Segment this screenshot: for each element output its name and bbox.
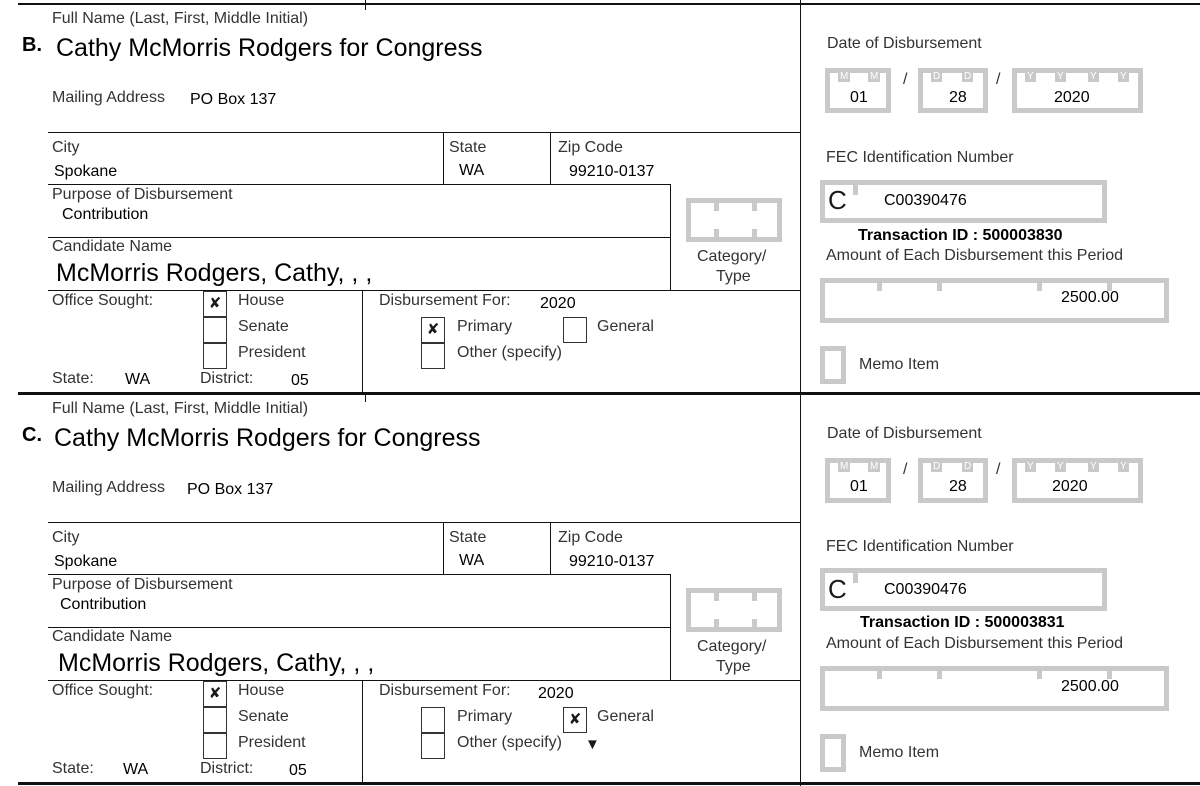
entry-letter: B.	[22, 34, 42, 56]
primary-label: Primary	[457, 708, 513, 725]
office-senate-checkbox[interactable]	[203, 707, 227, 733]
mailing-address-value: PO Box 137	[190, 91, 277, 108]
district-value: 05	[291, 372, 309, 389]
category-type-box	[686, 198, 782, 242]
category-type-label-1: Category/	[697, 638, 767, 655]
memo-item-label: Memo Item	[859, 744, 940, 761]
state-label: State	[449, 139, 487, 156]
date-dd-value: 28	[949, 89, 967, 106]
office-senate-label: Senate	[238, 318, 289, 335]
dropdown-triangle-icon: ▼	[585, 736, 600, 753]
date-yyyy-value: 2020	[1054, 89, 1090, 106]
fec-id-prefix: C	[828, 574, 847, 604]
memo-item-checkbox[interactable]	[820, 346, 846, 384]
amount-value: 2500.00	[1061, 289, 1119, 306]
fec-id-value: C00390476	[884, 192, 967, 209]
memo-item-checkbox[interactable]	[820, 734, 846, 772]
office-president-checkbox[interactable]	[203, 343, 227, 369]
office-president-checkbox[interactable]	[203, 733, 227, 759]
fec-id-label: FEC Identification Number	[826, 538, 1014, 555]
city-value: Spokane	[54, 553, 118, 570]
other-specify-label: Other (specify)	[457, 344, 562, 361]
candidate-name-value: McMorris Rodgers, Cathy, , ,	[56, 259, 373, 287]
district-label: District:	[200, 760, 254, 777]
date-mm-value: 01	[850, 89, 868, 106]
zip-value: 99210-0137	[569, 553, 655, 570]
primary-checkbox[interactable]	[421, 707, 445, 733]
general-checkbox[interactable]: ✘	[563, 707, 587, 733]
state-value: WA	[459, 552, 485, 569]
city-label: City	[52, 529, 80, 546]
amount-value: 2500.00	[1061, 678, 1119, 695]
candidate-name-label: Candidate Name	[52, 238, 173, 255]
office-senate-label: Senate	[238, 708, 289, 725]
general-label: General	[597, 708, 654, 725]
general-checkbox[interactable]	[563, 317, 587, 343]
transaction-id: Transaction ID : 500003830	[858, 227, 1063, 244]
category-type-label-1: Category/	[697, 248, 767, 265]
payee-full-name: Cathy McMorris Rodgers for Congress	[54, 424, 481, 452]
full-name-label: Full Name (Last, First, Middle Initial)	[52, 10, 309, 27]
category-type-label-2: Type	[716, 658, 751, 675]
candidate-name-label: Candidate Name	[52, 628, 173, 645]
state-short-label: State:	[52, 370, 94, 387]
office-president-label: President	[238, 344, 306, 361]
office-sought-label: Office Sought:	[52, 292, 154, 309]
mailing-address-value: PO Box 137	[187, 481, 274, 498]
transaction-id: Transaction ID : 500003831	[860, 614, 1065, 631]
category-type-box	[686, 588, 782, 632]
mailing-address-label: Mailing Address	[52, 89, 165, 106]
zip-value: 99210-0137	[569, 163, 655, 180]
entry-letter: C.	[22, 424, 42, 446]
amount-label: Amount of Each Disbursement this Period	[826, 635, 1124, 652]
state-value: WA	[459, 162, 485, 179]
purpose-value: Contribution	[60, 596, 147, 613]
memo-item-label: Memo Item	[859, 356, 940, 373]
fec-id-prefix: C	[828, 185, 847, 215]
entry-b: Full Name (Last, First, Middle Initial) B. Cathy McMorris Rodgers for Congress Mailing Address PO Box 137 City Spokane State WA Zip Code 99210-0137 Purpose of Disbursement Contribution Candidate Name McMorris Rodgers, Cathy, , , Category/ Type Office Sought: ✘ House Senate President State: WA District: 05 Disbursement For: 2020 ✘ Primary General Other (specify) Date of Disbursement M M 01 / D D 28 / Y Y Y Y 2020 FEC Identification Number C C00390476 Transaction ID : 500003830 Amount of Each Disbursement this Period 2500.00 Memo Item	[0, 0, 1200, 392]
purpose-label: Purpose of Disbursement	[52, 576, 233, 593]
date-yyyy-value: 2020	[1052, 478, 1088, 495]
other-checkbox[interactable]	[421, 733, 445, 759]
city-value: Spokane	[54, 163, 118, 180]
zip-label: Zip Code	[558, 529, 623, 546]
purpose-value: Contribution	[62, 206, 149, 223]
office-president-label: President	[238, 734, 306, 751]
candidate-state-value: WA	[123, 761, 149, 778]
state-label: State	[449, 529, 487, 546]
district-label: District:	[200, 370, 254, 387]
fec-id-value: C00390476	[884, 581, 967, 598]
office-house-checkbox[interactable]: ✘	[203, 681, 227, 707]
office-sought-label: Office Sought:	[52, 682, 154, 699]
other-specify-label: Other (specify)	[457, 734, 562, 751]
date-mm-value: 01	[850, 478, 868, 495]
primary-checkbox[interactable]: ✘	[421, 317, 445, 343]
date-of-disbursement-label: Date of Disbursement	[827, 35, 982, 52]
district-value: 05	[289, 762, 307, 779]
category-type-label-2: Type	[716, 268, 751, 285]
purpose-label: Purpose of Disbursement	[52, 186, 233, 203]
office-senate-checkbox[interactable]	[203, 317, 227, 343]
office-house-label: House	[238, 292, 285, 309]
office-house-checkbox[interactable]: ✘	[203, 291, 227, 317]
candidate-state-value: WA	[125, 371, 151, 388]
other-checkbox[interactable]	[421, 343, 445, 369]
general-label: General	[597, 318, 654, 335]
primary-label: Primary	[457, 318, 513, 335]
disbursement-for-label: Disbursement For:	[379, 292, 511, 309]
zip-label: Zip Code	[558, 139, 623, 156]
city-label: City	[52, 139, 80, 156]
candidate-name-value: McMorris Rodgers, Cathy, , ,	[58, 649, 375, 677]
payee-full-name: Cathy McMorris Rodgers for Congress	[56, 34, 483, 62]
office-house-label: House	[238, 682, 285, 699]
full-name-label: Full Name (Last, First, Middle Initial)	[52, 400, 309, 417]
entry-c: Full Name (Last, First, Middle Initial) C. Cathy McMorris Rodgers for Congress Mailing Address PO Box 137 City Spokane State WA Zip Code 99210-0137 Purpose of Disbursement Contribution Candidate Name McMorris Rodgers, Cathy, , , Category/ Type Office Sought: ✘ House Senate President State: WA District: 05 Disbursement For: 2020 Primary ✘ General Other (specify) ▼ Date of Disbursement M M 01 / D D 28 / Y Y Y Y 2020 FEC Identification Number C C00390476 Transaction ID : 500003831 Amount of Each Disbursement this Period 2500.00 Memo Item	[0, 392, 1200, 786]
state-short-label: State:	[52, 760, 94, 777]
disbursement-year: 2020	[540, 295, 576, 312]
fec-id-label: FEC Identification Number	[826, 149, 1014, 166]
amount-label: Amount of Each Disbursement this Period	[826, 247, 1124, 264]
date-dd-value: 28	[949, 478, 967, 495]
mailing-address-label: Mailing Address	[52, 479, 165, 496]
disbursement-for-label: Disbursement For:	[379, 682, 511, 699]
disbursement-year: 2020	[538, 685, 574, 702]
date-of-disbursement-label: Date of Disbursement	[827, 425, 982, 442]
